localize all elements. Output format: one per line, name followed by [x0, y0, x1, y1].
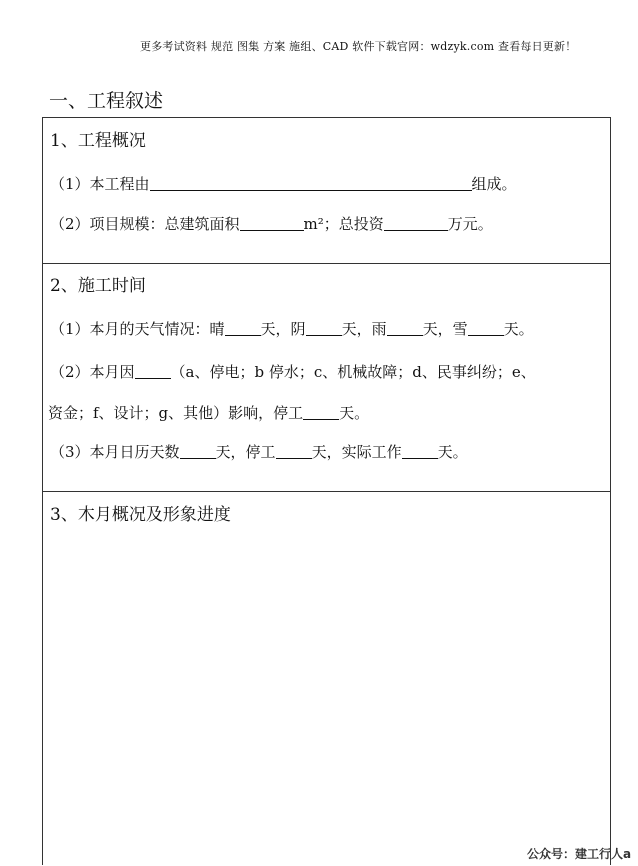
construction-time-block	[43, 263, 610, 492]
total-investment-blank[interactable]	[384, 215, 448, 231]
area-unit-label: m²；总投资	[303, 215, 384, 233]
project-scale-label: （2）项目规模：总建筑面积	[50, 215, 240, 233]
weather-label: （1）本月的天气情况：晴	[50, 320, 225, 338]
construction-time-heading: 2、施工时间	[50, 276, 146, 296]
calendar-days-blank[interactable]	[180, 443, 216, 459]
calendar-days-line	[50, 441, 468, 462]
project-overview-block	[43, 118, 610, 264]
building-area-blank[interactable]	[240, 215, 304, 231]
project-scale-line	[50, 213, 493, 234]
stoppage-reason-blank[interactable]	[135, 363, 171, 379]
sunny-days-blank[interactable]	[225, 320, 261, 336]
stoppage-days-blank[interactable]	[303, 404, 339, 420]
project-composition-blank[interactable]	[150, 175, 472, 191]
monthly-progress-heading: 3、木月概况及形象进度	[50, 505, 231, 525]
form-table	[42, 117, 611, 865]
project-composition-line	[50, 173, 517, 194]
weather-suffix: 天。	[503, 320, 534, 338]
snowy-days-blank[interactable]	[468, 320, 504, 336]
rainy-label: 天，雨	[341, 320, 387, 338]
project-overview-heading: 1、工程概况	[50, 131, 146, 151]
work-days-label: 天，实际工作	[311, 443, 402, 461]
stoppage-reason-options-cont: 资金；f、设计；g、其他）影响，停工	[48, 404, 304, 422]
cloudy-label: 天，阴	[260, 320, 306, 338]
stoppage-days-suffix: 天。	[339, 404, 370, 422]
section-title: 一、工程叙述	[49, 90, 164, 112]
header-note: 更多考试资料 规范 图集 方案 施组、CAD 软件下载官网：wdzyk.com 查看每日更新！	[140, 40, 577, 53]
snowy-label: 天，雪	[422, 320, 468, 338]
calendar-days-label: （3）本月日历天数	[50, 443, 180, 461]
investment-unit-label: 万元。	[447, 215, 493, 233]
stop-days-label: 天，停工	[215, 443, 276, 461]
rainy-days-blank[interactable]	[387, 320, 423, 336]
project-composition-suffix: 组成。	[471, 175, 517, 193]
stop-days-blank[interactable]	[276, 443, 312, 459]
work-days-blank[interactable]	[402, 443, 438, 459]
project-composition-label: （1）本工程由	[50, 175, 150, 193]
cloudy-days-blank[interactable]	[306, 320, 342, 336]
footer-note: 公众号：建工行人a	[527, 847, 632, 861]
stoppage-reason-line	[50, 361, 536, 382]
stoppage-reason-label: （2）本月因	[50, 363, 135, 381]
monthly-progress-block[interactable]	[43, 491, 610, 866]
work-days-suffix: 天。	[437, 443, 468, 461]
weather-line	[50, 318, 534, 339]
stoppage-days-line	[48, 402, 369, 423]
stoppage-reason-options: （a、停电；b 停水；c、机械故障；d、民事纠纷；e、	[170, 363, 536, 381]
